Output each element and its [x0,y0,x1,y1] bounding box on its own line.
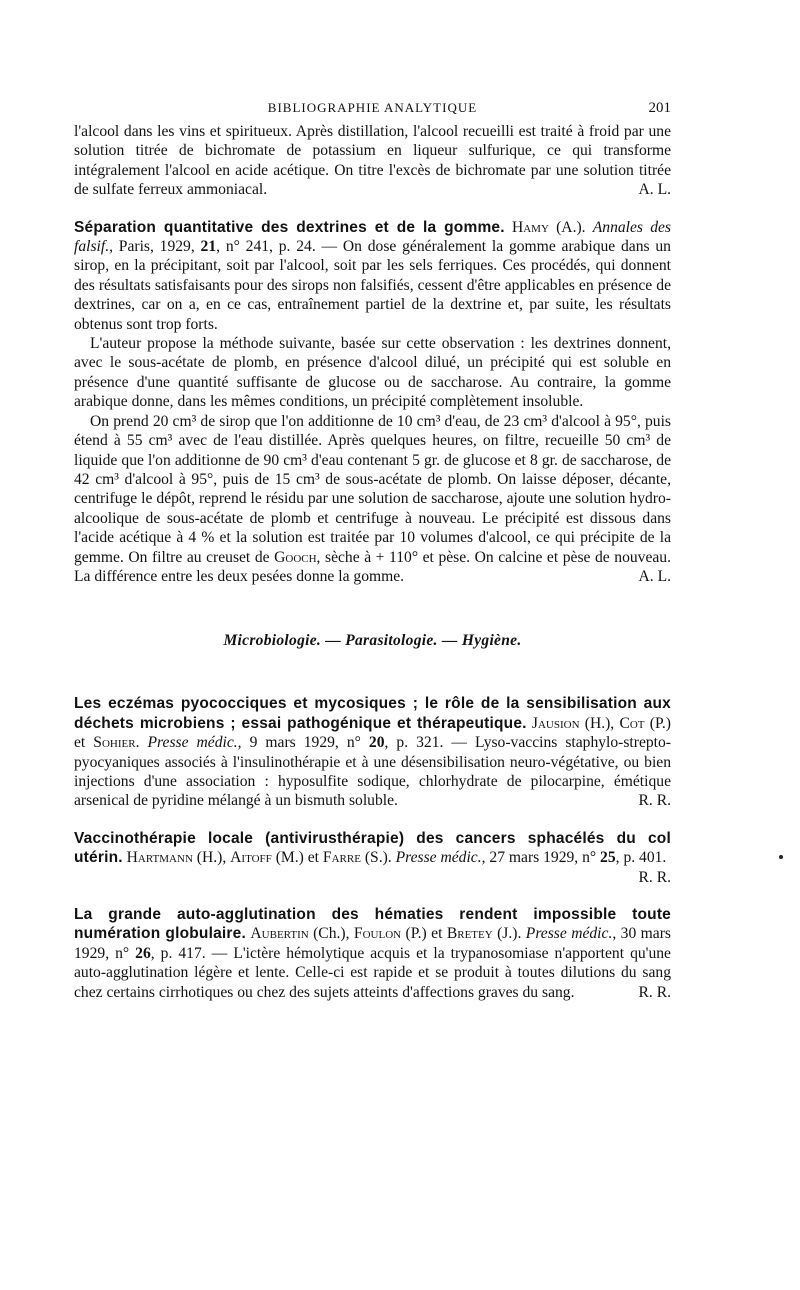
signature: R. R. [638,983,671,1001]
article-title: Séparation quantitative des dextrines et de la gomme. [74,218,505,236]
abstract-text: Lyso-vaccins staphylo-strepto-pyocyaniques associés à l'insulinothérapie et à une désensibilisation neuro-végétative, ou bien injections d'une association : hyposulfite sodique, chlorhydrate de pilocarpine, émétique arsenical de pyridine mélangé à un bismuth soluble. [74,734,671,810]
gooch-name: Gooch [274,548,317,566]
signature: A. L. [638,181,671,199]
continuation-text: l'alcool dans les vins et spiritueux. Après distillation, l'alcool recueilli est traité à froid par une solution titrée de bichromate de potassium en liqueur sulfurique, ce qui transforme intégralement l'alcool en acide acétique. On titre l'excès de bichromate par une solution titrée de sulfate ferreux ammoniacal. [74,123,671,199]
abstract-paragraph: L'auteur propose la méthode suivante, basée sur cette observation : les dextrines donnent, avec le sous-acétate de plomb, en présence d'alcool dilué, un précipité qui est soluble en présence d'une quantité suffisante de glucose ou de saccharose. Au contraire, la gomme arabique donne, dans les mêmes conditions, un précipité complètement insoluble. [74,335,671,411]
author-initial: (S.). [364,849,392,867]
citation-pages: , p. 417. — [150,944,234,962]
article-eczemas [74,694,671,810]
author-initial: (P.) et [405,925,443,943]
citation: , 9 mars 1929, n° [237,734,369,752]
author-name: Aubertin [250,925,309,943]
author-initial: (M.) et [275,849,319,867]
journal-name: Presse médic. [147,734,238,752]
citation-pages: , p. 321. — [384,734,476,752]
issue: , n° 241, p. 24. — [216,238,343,256]
author-initial: (H.), [196,849,227,867]
author-initial: (H.), [584,714,615,732]
page-header [74,100,671,122]
article-header [74,218,671,334]
author-name: Aitoff [230,849,272,867]
abstract-intro: On dose généralement la gomme arabique dans un sirop, en la précipitant, soit par l'alcool, soit par les sels ferriques. Ces procédés, qui donnent des résultats satisfaisants pour des sirops non falsifiés, cessent d'être applicables en présence de dextrines, car on a, en ce cas, entraînement partiel de la dextrine et, par suite, les résultats obtenus sont trop forts. [74,238,671,333]
section-heading: Microbiologie. — Parasitologie. — Hygiène. [223,632,522,650]
continuation-paragraph [74,122,671,200]
author-initial: (A.). [556,218,586,236]
method-text: On prend 20 cm³ de sirop que l'on additionne de 10 cm³ d'eau, de 23 cm³ d'alcool à 95°, puis étend à 55 cm³ avec de l'eau distillée. Après quelques heures, on filtre, recueille 50 cm³ de liquide que l'on additionne de 90 cm³ d'eau contenant 5 gr. de glucose et 8 gr. de saccharose, de 42 cm³ d'alcool à 95°, puis de 15 cm³ de sous-acétate de plomb. On laisse déposer, décante, centrifuge le dépôt, reprend le résidu par une solution de saccharose, ajoute une solution hydro-alcoolique de sous-acétate de plomb et centrifuge à nouveau. Le précipité est dissous dans l'acide acétique à 4 % et la solution est traitée par 10 volumes d'alcool, ce qui précipite de la gemme. On filtre au creuset de [74,412,671,566]
article-title: Vaccinothérapie locale (antivirusthérapie) des cancers sphacélés du col utérin. [74,829,671,867]
author-name: Hamy [511,218,549,236]
page-number: 201 [648,100,671,116]
document-page [74,100,671,1002]
volume: 21 [200,238,217,256]
article-text [74,905,671,1002]
issue-number: 26 [135,944,151,962]
author-name: Jausion [531,714,580,732]
article-dextrines [74,218,671,587]
article-text [74,829,671,886]
article-title: Les eczémas pyococciques et mycosiques ; le rôle de la sensibilisation aux déchets microbiens ; essai pathogénique et thérapeutique. [74,695,671,732]
journal-name: Presse médic. [525,925,613,943]
author-name: Sohier [93,734,136,752]
author-initial: (J.). [497,925,522,943]
citation: , 30 mars 1929, n° [74,925,671,962]
author-name: Foulon [353,925,402,943]
author-name: Farre [322,849,361,867]
issue-number: 25 [600,849,616,867]
author-name: Bretey [446,925,493,943]
abstract-method [74,412,671,587]
author-initial: (Ch.), [313,925,350,943]
author-name: Hartmann [126,849,193,867]
citation-pages: , p. 401. [615,849,667,867]
author-name: Cot [619,714,645,732]
journal-name: Annales des falsif. [74,218,671,256]
article-auto-agglutination [74,905,671,1002]
running-title: BIBLIOGRAPHIE ANALYTIQUE [267,100,478,115]
author-initial: . [135,734,140,752]
method-end: , sèche à + 110° et pèse. On calcine et pèse de nouveau. La différence entre les deux pesées donne la gomme. [74,548,672,585]
margin-dot [779,855,783,859]
article-vaccinotherapie [74,829,671,887]
issue-number: 20 [368,734,385,752]
journal-name: Presse médic. [395,849,482,867]
signature: R. R. [638,792,671,810]
signature: A. L. [638,567,671,585]
author-initial: (P.) et [74,714,671,752]
signature: R. R. [638,868,671,886]
abstract-text: L'ictère hémolytique acquis et la trypanosomiase n'apportent qu'une auto-agglutination légère et lente. Celle-ci est rapide et se produit à toutes dilutions du sang chez certains cirrhotiques ou chez des sujets atteints d'affections graves du sang. [74,944,671,1001]
article-title: La grande auto-agglutination des hématies rendent impossible toute numération globulaire. [74,906,671,943]
citation: , Paris, 1929, [109,238,201,256]
citation: , 27 mars 1929, n° [481,849,601,867]
article-text [74,694,671,810]
